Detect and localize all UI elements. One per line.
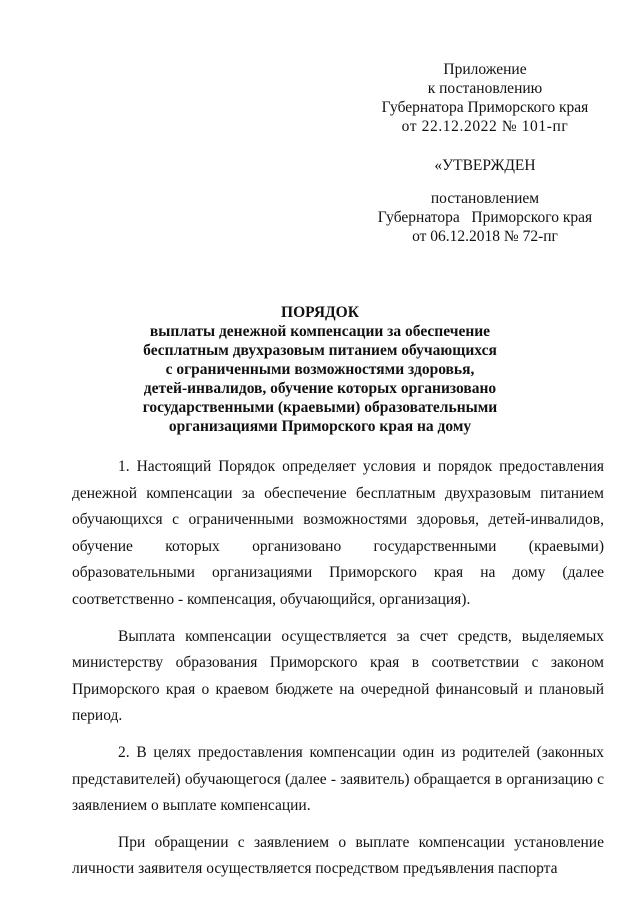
approved-issuer: Губернатора Приморского края [377, 209, 593, 226]
document-body [72, 454, 604, 883]
title-line: бесплатным двухразовым питанием обучающихся [143, 342, 497, 359]
annex-title: Приложение [443, 61, 527, 78]
paragraph-3: 2. В целях предоставления компенсации один из родителей (законных представителей) обучающегося (далее - заявитель) обращается в организацию с заявлением о выплате компенсации. [72, 743, 604, 815]
annex-issuer: Губернатора Приморского края [381, 99, 589, 116]
annex-resolution-ref: к постановлению [427, 80, 543, 97]
paragraph-4: При обращении с заявлением о выплате компенсации установление личности заявителя осуществляется посредством предъявления паспорта [72, 833, 604, 878]
document-title [70, 303, 570, 436]
title-line: государственными (краевыми) образовательными [142, 399, 498, 416]
approved-date-number: от 06.12.2018 № 72-пг [412, 228, 558, 245]
approved-label: «УТВЕРЖДЕН [434, 157, 536, 174]
annex-date-number: от 22.12.2022 № 101-пг [401, 118, 569, 135]
title-heading: ПОРЯДОК [281, 304, 359, 321]
annex-header [360, 60, 610, 136]
approved-header [360, 156, 610, 246]
title-line: с ограниченными возможностями здоровья, [165, 361, 475, 378]
paragraph-1: 1. Настоящий Порядок определяет условия и порядок предоставления денежной компенсации за обеспечение бесплатным двухразовым питанием обучающихся с ограниченными возможностями здоровья, детей-инвалидов, обучение которых организовано государственными (краевыми) образовательными организациями Приморского края на дому (далее соответственно - компенсация, обучающийся, организация). [72, 458, 604, 608]
title-line: выплаты денежной компенсации за обеспечение [149, 323, 491, 340]
approved-resolution: постановлением [430, 190, 540, 207]
title-line: детей-инвалидов, обучение которых организовано [143, 380, 497, 397]
title-line: организациями Приморского края на дому [168, 418, 472, 435]
paragraph-2: Выплата компенсации осуществляется за счет средств, выделяемых министерству образования Приморского края в соответствии с законом Приморского края о краевом бюджете на очередной финансовый и плановый период. [72, 627, 604, 725]
